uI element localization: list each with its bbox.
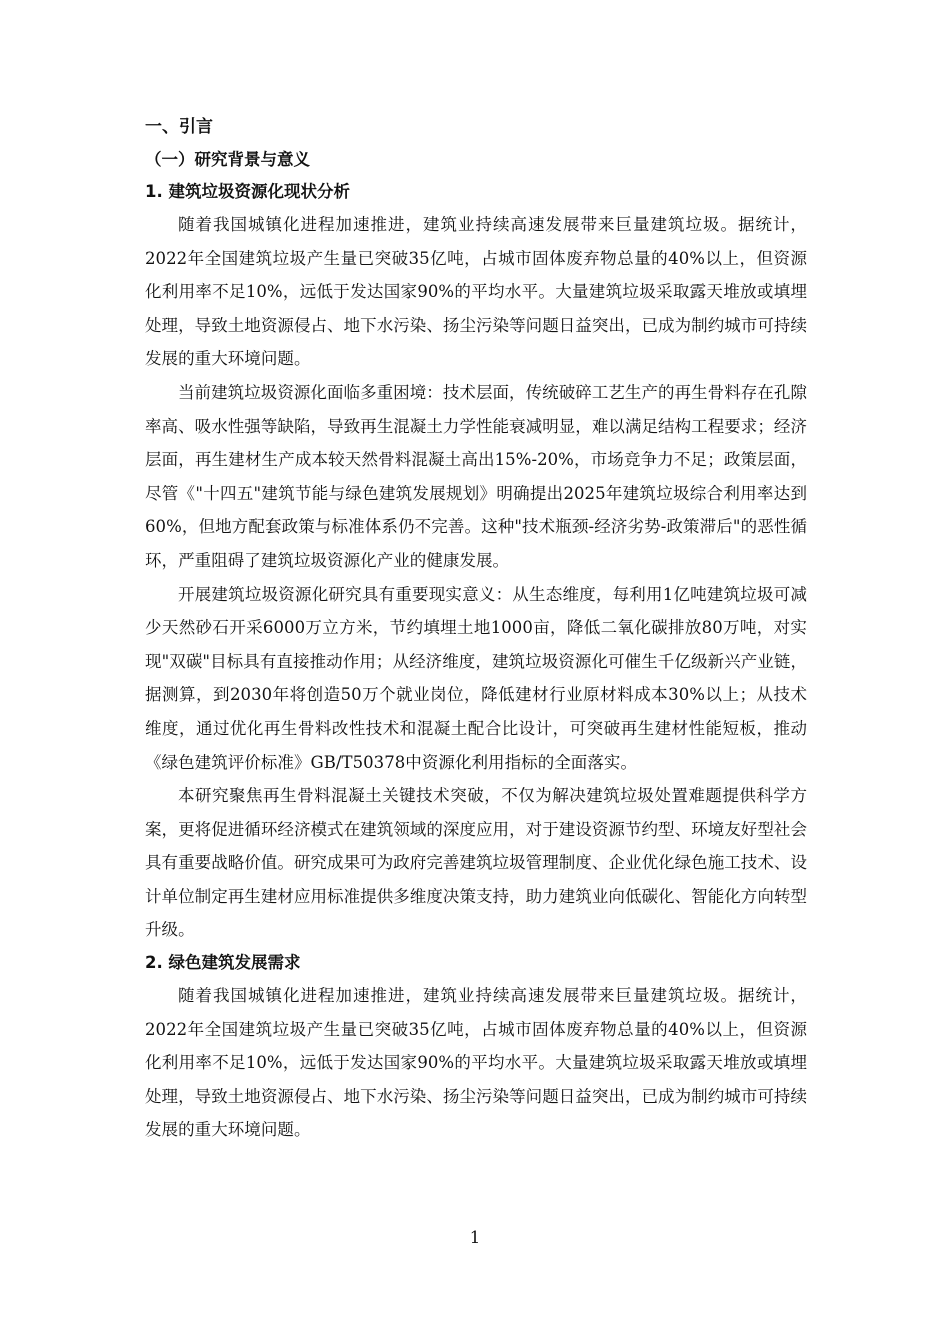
heading-research-background: （一）研究背景与意义: [145, 150, 310, 169]
heading-section-1: 1. 建筑垃圾资源化现状分析: [145, 182, 350, 201]
document-page: [145, 110, 807, 1147]
heading-introduction: 一、引言: [145, 117, 213, 137]
heading-section-2: 2. 绿色建筑发展需求: [145, 953, 301, 973]
paragraph: 随着我国城镇化进程加速推进，建筑业持续高速发展带来巨量建筑垃圾。据统计，2022年全国建筑垃圾产生量已突破35亿吨，占城市固体废弃物总量的40%以上，但资源化利用率不足10%，远低于发达国家90%的平均水平。大量建筑垃圾采取露天堆放或填埋处理，导致土地资源侵占、地下水污染、扬尘污染等问题日益突出，已成为制约城市可持续发展的重大环境问题。: [145, 986, 807, 1140]
paragraph: 本研究聚焦再生骨料混凝土关键技术突破，不仅为解决建筑垃圾处置难题提供科学方案，更将促进循环经济模式在建筑领域的深度应用，对于建设资源节约型、环境友好型社会具有重要战略价值。研究成果可为政府完善建筑垃圾管理制度、企业优化绿色施工技术、设计单位制定再生建材应用标准提供多维度决策支持，助力建筑业向低碳化、智能化方向转型升级。: [145, 786, 807, 940]
paragraph: 随着我国城镇化进程加速推进，建筑业持续高速发展带来巨量建筑垃圾。据统计，2022年全国建筑垃圾产生量已突破35亿吨，占城市固体废弃物总量的40%以上，但资源化利用率不足10%，远低于发达国家90%的平均水平。大量建筑垃圾采取露天堆放或填埋处理，导致土地资源侵占、地下水污染、扬尘污染等问题日益突出，已成为制约城市可持续发展的重大环境问题。: [145, 215, 807, 369]
paragraph: 当前建筑垃圾资源化面临多重困境：技术层面，传统破碎工艺生产的再生骨料存在孔隙率高、吸水性强等缺陷，导致再生混凝土力学性能衰减明显，难以满足结构工程要求；经济层面，再生建材生产成本较天然骨料混凝土高出15%-20%，市场竞争力不足；政策层面，尽管《"十四五"建筑节能与绿色建筑发展规划》明确提出2025年建筑垃圾综合利用率达到60%，但地方配套政策与标准体系仍不完善。这种"技术瓶颈-经济劣势-政策滞后"的恶性循环，严重阻碍了建筑垃圾资源化产业的健康发展。: [145, 382, 807, 570]
page-number: 1: [469, 1228, 481, 1247]
paragraph: 开展建筑垃圾资源化研究具有重要现实意义：从生态维度，每利用1亿吨建筑垃圾可减少天然砂石开采6000万立方米，节约填埋土地1000亩，降低二氧化碳排放80万吨，对实现"双碳"目标具有直接推动作用；从经济维度，建筑垃圾资源化可催生千亿级新兴产业链，据测算，到2030年将创造50万个就业岗位，降低建材行业原材料成本30%以上；从技术维度，通过优化再生骨料改性技术和混凝土配合比设计，可突破再生建材性能短板，推动《绿色建筑评价标准》GB/T50378中资源化利用指标的全面落实。: [145, 584, 807, 772]
